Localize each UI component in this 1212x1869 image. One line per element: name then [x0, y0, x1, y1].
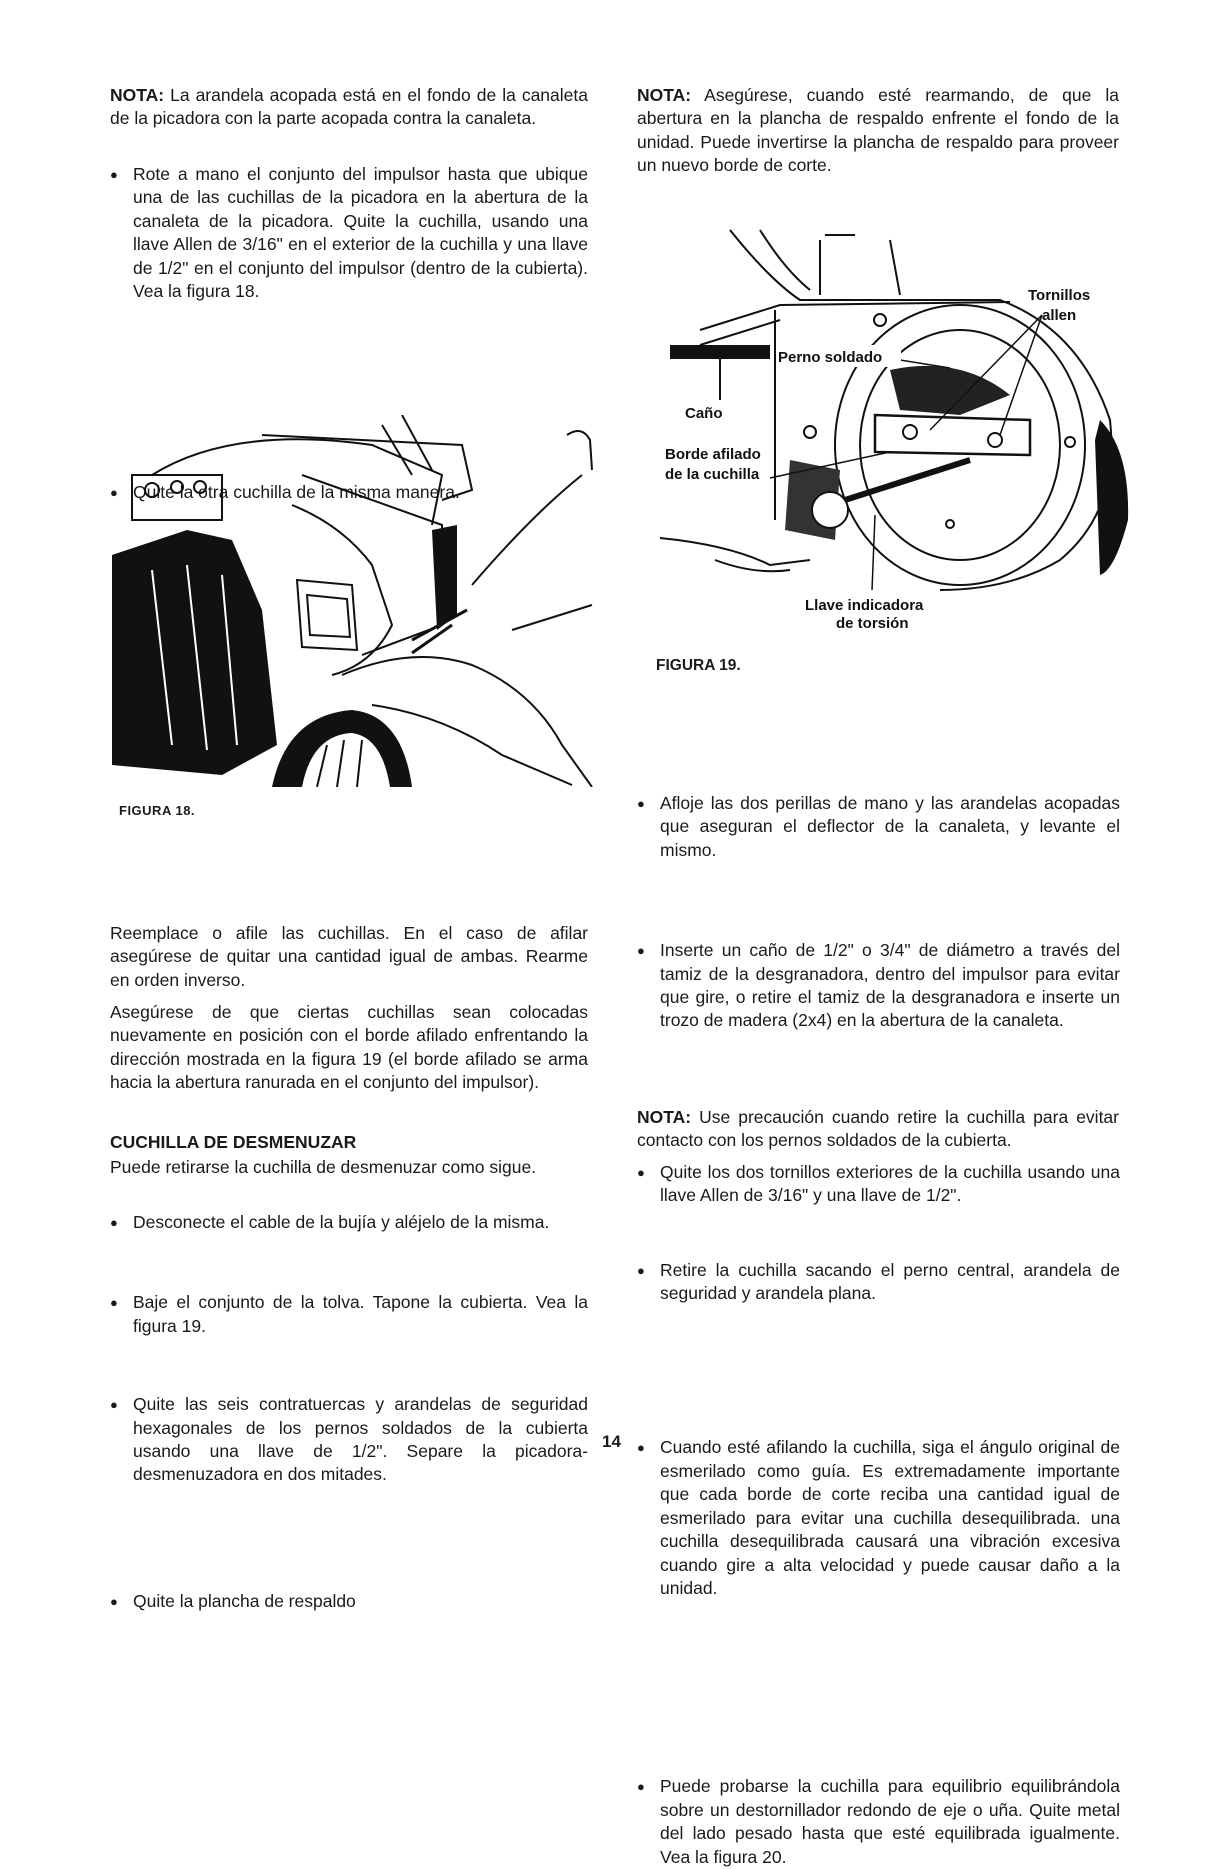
figure-19-caption: FIGURA 19. [656, 657, 741, 674]
section-intro: Puede retirarse la cuchilla de desmenuzar como sigue. [110, 1157, 537, 1177]
note-label: NOTA: [637, 85, 692, 105]
list-item: ● Retire la cuchilla sacando el perno central, arandela de seguridad y arandela plana. [637, 1259, 1120, 1306]
note-label: NOTA: [637, 1107, 692, 1127]
note-label: NOTA: [110, 85, 165, 105]
figure-18-caption: FIGURA 18. [119, 803, 196, 818]
list-item: ● Quite la otra cuchilla de la misma manera. [110, 481, 588, 504]
figure-18-illustration [112, 415, 602, 787]
list-item: ● Quite las seis contratuercas y arandelas de seguridad hexagonales de los pernos soldados de la cubierta usando una llave de 1/2". Separe la picadora-desmenuzadora en dos mitades. [110, 1393, 588, 1487]
label-perno-soldado: Perno soldado [778, 349, 883, 366]
note-text: La arandela acopada está en el fondo de la canaleta de la picadora con la parte acopada contra la canaleta. [110, 85, 588, 129]
note-text: Use precaución cuando retire la cuchilla para evitar contacto con los pernos soldados de la cubierta. [637, 1107, 1119, 1151]
list-item: ● Afloje las dos perillas de mano y las arandelas acopadas que aseguran el deflector de la canaleta, y levante el mismo. [637, 792, 1120, 862]
list-item: ● Rote a mano el conjunto del impulsor hasta que ubique una de las cuchillas de la picadora en la abertura de la canaleta de la picadora. Quite la cuchilla, usando una llave Allen de 3/16" en el exterior de la cuchilla y una llave de 1/2" en el conjunto del impulsor (dentro de la cubierta). Vea la figura 18. [110, 163, 588, 303]
note-caution [637, 1106, 1119, 1153]
list-item: ● Inserte un caño de 1/2" o 3/4" de diámetro a través del tamiz de la desgranadora, dentro del impulsor para evitar que gire, o retire el tamiz de la desgranadora e inserte un trozo de madera (2x4) en la abertura de la canaleta. [637, 939, 1120, 1033]
note-text: Asegúrese, cuando esté rearmando, de que la abertura en la plancha de respaldo enfrente el fondo de la unidad. Puede invertirse la plancha de respaldo para proveer un nuevo borde de corte. [637, 85, 1119, 176]
list-item: ● Quite los dos tornillos exteriores de la cuchilla usando una llave Allen de 3/16" y una llave de 1/2". [637, 1161, 1120, 1208]
label-cano: Caño [685, 405, 723, 422]
list-item: ● Desconecte el cable de la bujía y aléjelo de la misma. [110, 1211, 588, 1234]
list-item: ● Quite la plancha de respaldo [110, 1590, 588, 1613]
label-tornillos: Tornillos [1028, 287, 1091, 304]
page-number: 14 [602, 1432, 621, 1451]
paragraph-blade-orientation: Asegúrese de que ciertas cuchillas sean colocadas nuevamente en posición con el borde afilado enfrentando la dirección mostrada en la figura 19 (el borde afilado se arma hacia la abertura ranurada en el conjunto del impulsor). [110, 1002, 588, 1093]
label-de-la-cuchilla: de la cuchilla [665, 466, 760, 483]
label-borde-afilado: Borde afilado [665, 446, 761, 463]
section-heading: CUCHILLA DE DESMENUZAR [110, 1132, 357, 1152]
label-llave-indicadora: Llave indicadora [805, 597, 924, 614]
label-allen: allen [1042, 307, 1077, 324]
list-item: ● Baje el conjunto de la tolva. Tapone la cubierta. Vea la figura 19. [110, 1291, 588, 1338]
paragraph-replace-blades: Reemplace o afile las cuchillas. En el caso de afilar asegúrese de quitar una cantidad igual de ambas. Rearme en orden inverso. [110, 923, 588, 990]
list-item: ● Puede probarse la cuchilla para equilibrio equilibrándola sobre un destornillador redondo de eje o uña. Quite metal del lado pesado hasta que esté equilibrada igualmente. Vea la figura 20. [637, 1775, 1120, 1869]
label-de-torsion: de torsión [836, 615, 909, 632]
list-item: ● Cuando esté afilando la cuchilla, siga el ángulo original de esmerilado como guía. Es extremadamente importante que cada borde de corte reciba una cantidad igual de esmerilado para evitar una cuchilla desequilibrada. una cuchilla desequilibrada causará una vibración excesiva cuando gire a alta velocidad y puede causar daño a la unidad. [637, 1436, 1120, 1600]
